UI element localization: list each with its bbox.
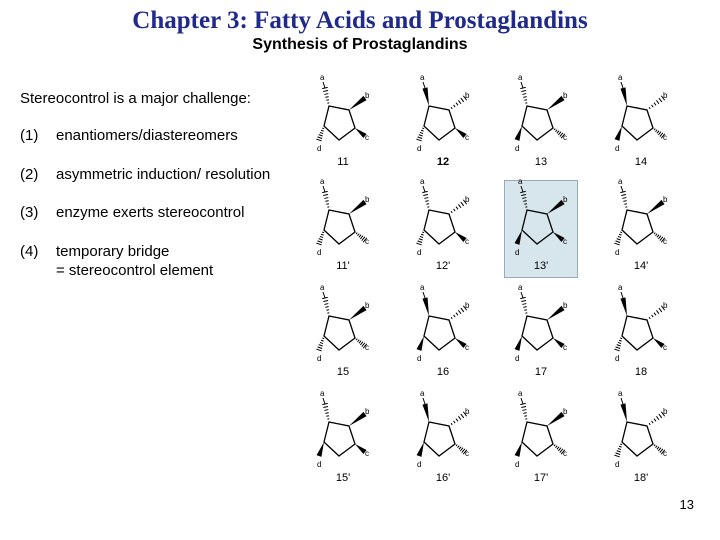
substituent-label-d: d [515,144,520,153]
point-3-number: (3) [20,204,39,221]
structure-15p [317,389,370,484]
compound-number: 16' [435,472,451,484]
cyclopentane-ring [522,210,553,244]
substituent-label-c: c [365,133,369,142]
structure-14 [615,73,668,168]
cyclopentane-ring [424,210,455,244]
compound-number: 17 [534,366,548,378]
bond-a [322,87,329,103]
compound-number: 18' [633,472,649,484]
structure-13 [515,73,568,168]
slide-title: Chapter 3: Fatty Acids and Prostaglandins [132,7,588,34]
point-3-text: enzyme exerts stereocontrol [56,204,245,221]
cyclopentane-ring [324,106,355,140]
substituent-label-b: b [365,195,370,204]
substituent-label-b: b [465,301,470,310]
bond-d [416,232,424,245]
compound-number: 14 [634,156,648,168]
structure-11p [316,177,370,272]
substituent-label-c: c [563,133,567,142]
substituent-label-d: d [615,460,620,469]
cyclopentane-ring [622,210,653,244]
bond-b [349,412,367,426]
substituent-label-b: b [563,301,568,310]
cyclopentane-ring [522,106,553,140]
bond-a [620,87,627,106]
substituent-label-a: a [618,177,623,186]
substituent-label-a: a [420,177,425,186]
bond-d [417,442,424,457]
substituent-label-b: b [563,91,568,100]
substituent-label-c: c [465,237,469,246]
substituent-label-a: a [518,283,523,292]
page-number: 13 [679,497,694,512]
bond-b [547,412,565,426]
slide-subtitle: Synthesis of Prostaglandins [252,36,468,53]
substituent-label-c: c [563,237,567,246]
compound-number: 17' [533,472,549,484]
intro-text: Stereocontrol is a major challenge: [20,90,251,107]
bond-d [416,128,424,141]
substituent-label-d: d [515,248,520,257]
cyclopentane-ring [522,422,553,456]
compound-number: 14' [633,260,649,272]
substituent-label-b: b [365,301,370,310]
cyclopentane-ring [622,106,653,140]
structure-16p [417,389,470,484]
compound-number: 18 [634,366,648,378]
substituent-label-b: b [663,91,668,100]
substituent-label-b: b [365,407,370,416]
substituent-label-c: c [663,449,667,458]
substituent-label-a: a [618,73,623,82]
bond-a [520,191,527,207]
substituent-label-c: c [563,449,567,458]
point-4-text-line2: = stereocontrol element [56,262,214,279]
point-1-text: enantiomers/diastereomers [56,127,238,144]
substituent-label-b: b [465,407,470,416]
substituent-label-d: d [417,460,422,469]
point-1-number: (1) [20,127,39,144]
bond-d [515,230,522,245]
substituent-label-a: a [518,389,523,398]
bond-d [515,336,522,351]
substituent-label-d: d [317,354,322,363]
substituent-label-a: a [320,389,325,398]
cyclopentane-ring [424,316,455,350]
substituent-label-a: a [618,283,623,292]
bond-b [647,200,665,214]
substituent-label-b: b [663,301,668,310]
bond-a [422,297,429,316]
compound-number: 12' [435,260,451,272]
substituent-label-c: c [365,449,369,458]
substituent-label-d: d [615,354,620,363]
structure-12 [416,73,470,168]
point-4-text: temporary bridge [56,243,170,260]
bond-b [349,200,367,214]
substituent-label-d: d [515,460,520,469]
substituent-label-a: a [320,177,325,186]
bond-d [615,126,622,141]
structure-13p [515,177,568,272]
structure-11 [316,73,370,168]
structure-15 [316,283,370,378]
point-4-number: (4) [20,243,39,260]
structure-17p [515,389,568,484]
structure-18 [614,283,668,378]
bond-a [520,297,527,313]
substituent-label-c: c [563,343,567,352]
bond-d [614,338,622,351]
cyclopentane-ring [622,316,653,350]
substituent-label-d: d [515,354,520,363]
substituent-label-d: d [317,460,322,469]
bond-a [322,403,329,419]
substituent-label-b: b [663,195,668,204]
substituent-label-c: c [663,237,667,246]
compound-number: 15 [336,366,350,378]
cyclopentane-ring [324,422,355,456]
substituent-label-d: d [417,354,422,363]
bond-b [547,200,565,214]
compound-number: 15' [335,472,351,484]
substituent-label-c: c [365,237,369,246]
substituent-label-a: a [518,177,523,186]
substituent-label-d: d [615,144,620,153]
bond-a [322,191,329,207]
substituent-label-d: d [615,248,620,257]
compound-number: 11' [336,260,350,272]
bond-a [620,191,627,207]
substituent-label-c: c [465,343,469,352]
compound-number: 13 [534,156,548,168]
substituent-label-a: a [618,389,623,398]
structure-17 [515,283,568,378]
bond-d [317,442,324,457]
cyclopentane-ring [424,106,455,140]
cyclopentane-ring [324,316,355,350]
substituent-label-c: c [465,449,469,458]
bond-b [349,96,367,110]
bond-a [620,297,627,316]
structure-16 [417,283,470,378]
substituent-label-a: a [420,283,425,292]
substituent-label-c: c [663,133,667,142]
bond-b [349,306,367,320]
structure-14p [614,177,668,272]
bond-d [515,126,522,141]
bond-a [520,87,527,103]
cyclopentane-ring [324,210,355,244]
bond-a [520,403,527,419]
compound-number: 13' [533,260,549,272]
compound-number: 16 [436,366,450,378]
cyclopentane-ring [522,316,553,350]
substituent-label-a: a [320,73,325,82]
point-2-number: (2) [20,166,39,183]
bond-d [316,232,324,245]
bond-a [620,403,627,422]
substituent-label-c: c [663,343,667,352]
structure-12p [416,177,470,272]
cyclopentane-ring [424,422,455,456]
bond-d [316,128,324,141]
compound-number: 12 [436,156,450,168]
substituent-label-c: c [365,343,369,352]
bond-d [316,338,324,351]
point-2-text: asymmetric induction/ resolution [56,166,271,183]
bond-b [547,96,565,110]
substituent-label-b: b [465,91,470,100]
substituent-label-b: b [563,195,568,204]
bond-d [515,442,522,457]
structure-18p [614,389,668,484]
substituent-label-b: b [563,407,568,416]
substituent-label-b: b [465,195,470,204]
bond-b [547,306,565,320]
substituent-label-a: a [320,283,325,292]
substituent-label-a: a [420,389,425,398]
substituent-label-d: d [417,248,422,257]
cyclopentane-ring [622,422,653,456]
substituent-label-d: d [417,144,422,153]
substituent-label-a: a [518,73,523,82]
substituent-label-d: d [317,248,322,257]
bond-a [322,297,329,313]
bond-a [422,87,429,106]
bond-d [614,232,622,245]
substituent-label-b: b [663,407,668,416]
substituent-label-d: d [317,144,322,153]
bond-d [614,444,622,457]
compound-number: 11 [337,156,349,168]
substituent-label-a: a [420,73,425,82]
substituent-label-c: c [465,133,469,142]
bond-d [417,336,424,351]
bond-a [422,403,429,422]
bond-a [422,191,429,207]
substituent-label-b: b [365,91,370,100]
